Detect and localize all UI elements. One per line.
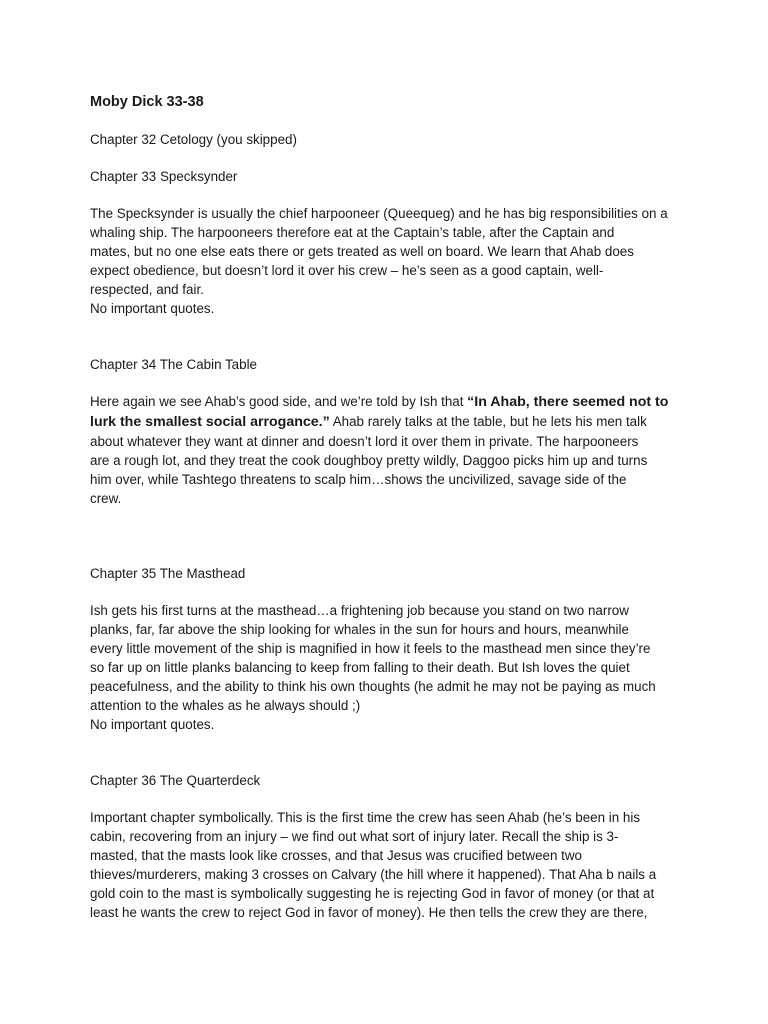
text-line: cabin, recovering from an injury – we find out what sort of injury later. Recall the ship is 3- [90, 829, 619, 844]
text-line: planks, far, far above the ship looking for whales in the sun for hours and hours, meanwhile [90, 622, 629, 637]
text-line: crew. [90, 491, 122, 506]
document-page [90, 92, 682, 922]
chapter-34-intro: Here again we see Ahab’s good side, and we’re told by Ish that [90, 394, 468, 409]
chapter-32-heading: Chapter 32 Cetology (you skipped) [90, 132, 297, 147]
text-line: No important quotes. [90, 301, 215, 316]
chapter-34-body [90, 392, 682, 508]
chapter-36-body [90, 808, 682, 922]
document-title: Moby Dick 33-38 [90, 94, 204, 110]
text-line: gold coin to the mast is symbolically suggesting he is rejecting God in favor of money (or that at [90, 886, 655, 901]
ahab-quote-part1: “In Ahab, there seemed not to [467, 394, 669, 410]
text-line: peacefulness, and the ability to think his own thoughts (he admit he may not be paying as much [90, 679, 656, 694]
chapter-36-heading: Chapter 36 The Quarterdeck [90, 773, 261, 788]
text-line: least he wants the crew to reject God in favor of money). He then tells the crew they are there, [90, 905, 648, 920]
text-line: No important quotes. [90, 717, 215, 732]
text-line [90, 392, 682, 412]
text-line: so far up on little planks balancing to keep from falling to their death. But Ish loves the quiet [90, 660, 630, 675]
text-line: mates, but no one else eats there or gets treated as well on board. We learn that Ahab does [90, 244, 634, 259]
text-line [90, 412, 682, 432]
text-line: attention to the whales as he always should ;) [90, 698, 361, 713]
text-line: about whatever they want at dinner and doesn’t lord it over them in private. The harpooneers [90, 434, 639, 449]
chapter-33-heading: Chapter 33 Specksynder [90, 169, 238, 184]
text-line: respected, and fair. [90, 282, 204, 297]
ahab-quote-part2: lurk the smallest social arrogance.” [90, 414, 330, 430]
text-line: are a rough lot, and they treat the cook doughboy pretty wildly, Daggoo picks him up and turns [90, 453, 648, 468]
text-line: The Specksynder is usually the chief harpooneer (Queequeg) and he has big responsibilities on a [90, 206, 668, 221]
chapter-33-body [90, 204, 682, 318]
text-line: whaling ship. The harpooneers therefore eat at the Captain’s table, after the Captain and [90, 225, 615, 240]
text-line: him over, while Tashtego threatens to scalp him…shows the uncivilized, savage side of the [90, 472, 627, 487]
chapter-34-heading: Chapter 34 The Cabin Table [90, 357, 258, 372]
text-line: thieves/murderers, making 3 crosses on Calvary (the hill where it happened). That Aha b nails a [90, 867, 657, 882]
text-line: Ish gets his first turns at the masthead…a frightening job because you stand on two narrow [90, 603, 629, 618]
text-line: expect obedience, but doesn’t lord it over his crew – he’s seen as a good captain, well- [90, 263, 604, 278]
text-line: every little movement of the ship is magnified in how it feels to the masthead men since they’re [90, 641, 651, 656]
text-line: Important chapter symbolically. This is the first time the crew has seen Ahab (he’s been in his [90, 810, 641, 825]
chapter-35-heading: Chapter 35 The Masthead [90, 566, 246, 581]
text-line: masted, that the masts look like crosses, and that Jesus was crucified between two [90, 848, 582, 863]
chapter-35-body [90, 601, 682, 734]
chapter-34-after-quote: Ahab rarely talks at the table, but he lets his men talk [329, 414, 647, 429]
